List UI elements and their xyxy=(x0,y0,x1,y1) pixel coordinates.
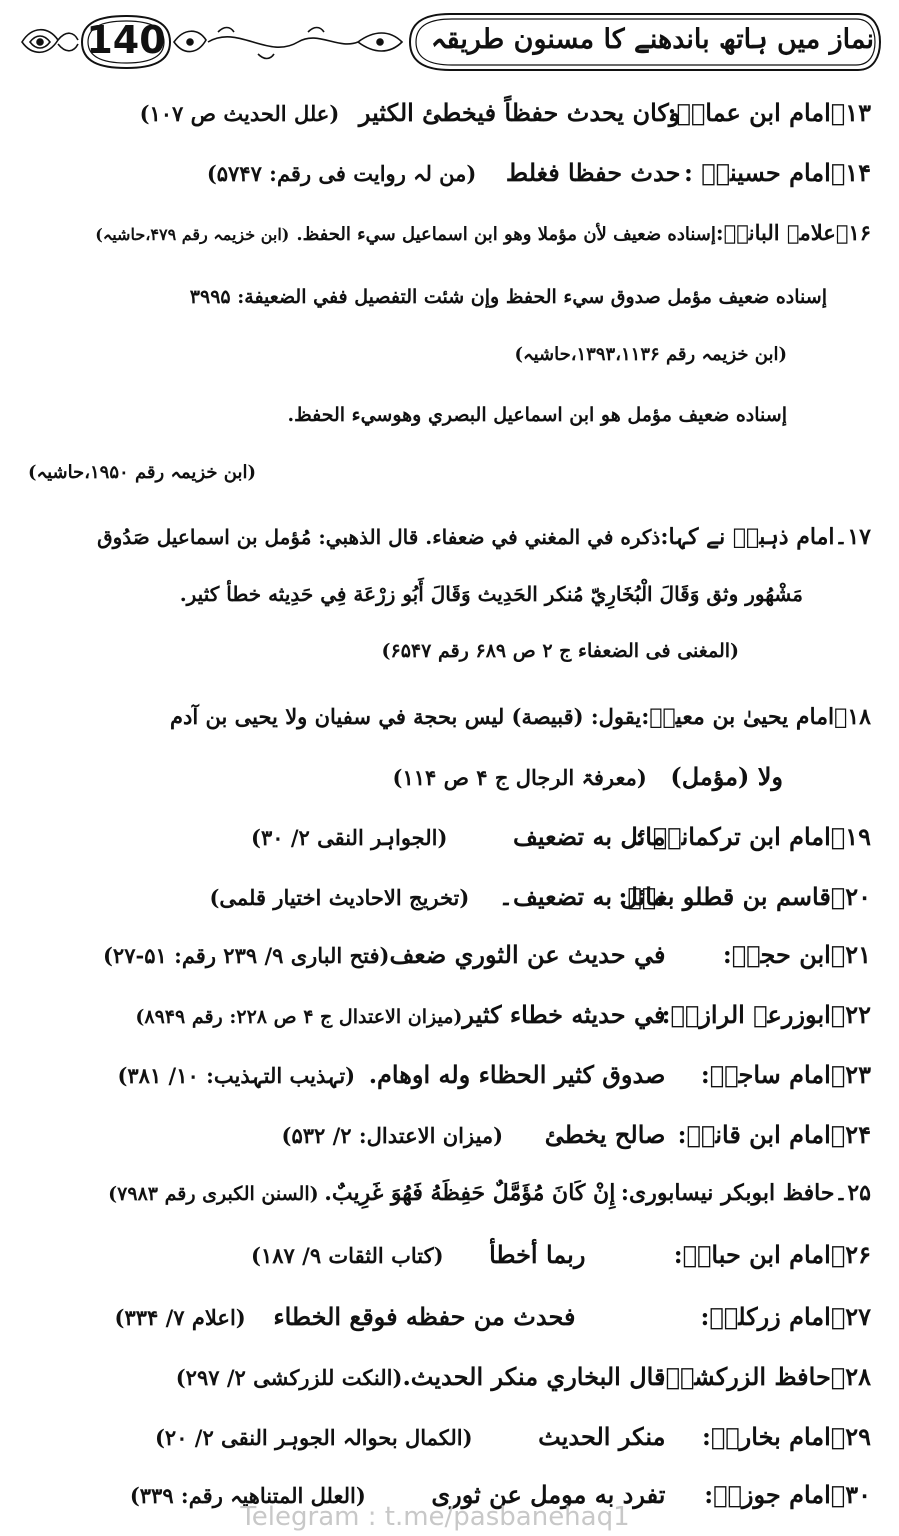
telegram-watermark: Telegram : t.me/pasbanehaq1 xyxy=(240,1502,630,1532)
entry-ref: (النکت للزرکشی ۲/ ۲۹۷) xyxy=(175,1365,403,1390)
entry-text: صالح يخطئ xyxy=(544,1120,666,1149)
entry-ref: (السنن الکبری رقم ۷۹۸۳) xyxy=(108,1183,319,1205)
entry-text: تفرد به مومل عن ثوری xyxy=(431,1480,666,1509)
entry-22 xyxy=(135,1000,871,1029)
entry-16-ref-2 xyxy=(28,462,256,483)
entry-label: ۱۴۔امام حسینیؒ : xyxy=(684,158,871,187)
entry-label: ۲۲۔ابوزرعہ الرازیؒ: xyxy=(661,1000,871,1029)
entry-text: إسناده ضعيف لأن مؤملا وهو ابن اسماعيل سيء الحفظ. xyxy=(296,224,716,245)
entry-label: ۲۸۔حافظ الزرکشیؒ: xyxy=(656,1362,871,1391)
entry-ref: (تخریج الاحادیث اختیار قلمی) xyxy=(209,885,470,910)
entry-ref: (تہذیب التہذیب: ۱۰/ ۳۸۱) xyxy=(117,1063,356,1088)
entry-text: في حديث عن الثوري ضعف xyxy=(389,940,666,969)
entry-text: قال البخاري منكر الحديث. xyxy=(402,1362,666,1391)
entry-label: ۲۷۔امام زرکلیؒ: xyxy=(700,1302,871,1331)
entry-14 xyxy=(207,158,871,187)
entry-text: ربما أخطأ xyxy=(489,1240,586,1269)
entry-ref: (ابن خزیمہ رقم ۱۹۵۰،حاشیہ) xyxy=(28,462,256,483)
entry-18 xyxy=(170,704,871,730)
entry-16-ref-1 xyxy=(515,344,787,365)
entry-28 xyxy=(176,1362,871,1391)
entry-text: منكر الحديث xyxy=(538,1422,666,1451)
entry-text: في حديثه خطاء كثير xyxy=(462,1000,666,1029)
entry-ref: (کتاب الثقات ۹/ ۱۸۷) xyxy=(251,1243,444,1268)
entry-23 xyxy=(117,1060,871,1089)
entry-ref: (العلل المتناھیہ رقم: ۳۳۹) xyxy=(129,1483,366,1508)
entry-label: ۲۴۔امام ابن قانعؒ: xyxy=(677,1120,871,1149)
entry-25 xyxy=(108,1180,871,1206)
entry-text: ولا (مؤمل) xyxy=(670,762,783,791)
entry-text: صدوق كثير الحظاء وله اوهام. xyxy=(368,1060,666,1089)
entry-text: مائل به تضعيف۔ xyxy=(498,882,666,911)
entry-13 xyxy=(140,98,871,127)
entry-label: ۱۶۔علامہ البانیؒ: xyxy=(715,220,871,245)
entry-ref: (ابن خزیمہ رقم ۱۳۹۳،۱۱۳۶،حاشیہ) xyxy=(514,344,787,365)
entry-label: ۳۰۔امام جوزیؒ: xyxy=(704,1480,871,1509)
entry-label: ۲۱۔ابن حجرؒ: xyxy=(722,940,871,969)
entry-ref: (ابن خزیمہ رقم ۴۷۹،حاشیہ) xyxy=(95,225,290,244)
entry-text: حدث حفظا فغلط xyxy=(505,158,681,187)
entry-16 xyxy=(95,220,871,245)
entry-20 xyxy=(209,882,871,911)
entry-label: ۲۹۔امام بخاریؒ: xyxy=(702,1422,871,1451)
entry-24 xyxy=(282,1120,871,1149)
entry-text: ذكره في المغني في ضعفاء. قال الذهبي: مُؤمل بن اسماعيل صَدُوق xyxy=(97,525,661,549)
entry-17-ref xyxy=(382,640,739,662)
entry-ref: (الجواہر النقی ۲/ ۳۰) xyxy=(251,825,448,850)
entry-19 xyxy=(251,822,871,851)
entry-21 xyxy=(103,940,871,969)
entry-16-cont-1 xyxy=(190,286,827,308)
entry-text: مَشْهُور وثق وَقَالَ الْبُخَارِيّ مُنكر الحَدِيث وَقَالَ أَبُو زرْعَة فِي حَدِيثه خطأ كثير. xyxy=(179,582,803,606)
entry-ref: (میزان الاعتدال ج ۴ ص ۲۲۸: رقم ۸۹۴۹) xyxy=(135,1006,463,1028)
entry-text: يقول: (قبيصة) ليس بحجة في سفيان ولا يحيى بن آدم xyxy=(170,704,642,729)
entry-ref: (فتح الباری ۹/ ۲۳۹ رقم: ۵۱-۲۷) xyxy=(102,943,390,968)
entry-label: ۲۵۔حافظ ابوبکر نیسابوری: xyxy=(620,1180,871,1206)
entry-ref: (میزان الاعتدال: ۲/ ۵۳۲) xyxy=(281,1123,504,1148)
entry-label: ۲۶۔امام ابن حبانؒ: xyxy=(673,1240,871,1269)
entry-16-cont-2 xyxy=(287,404,787,426)
entry-text: فحدث من حفظه فوقع الخطاء xyxy=(273,1302,576,1331)
entry-text: مائل به تضعيف xyxy=(512,822,666,851)
entry-ref: (معرفۃ الرجال ج ۴ ص ۱۱۴) xyxy=(392,765,647,790)
entry-18-cont xyxy=(393,762,784,791)
entry-text: إسناده ضعيف مؤمل صدوق سيء الحفظ وإن شئت التفصيل ففي الضعيفة: ۳۹۹۵ xyxy=(189,286,827,308)
page-title: نماز میں ہاتھ باندھنے کا مسنون طریقہ xyxy=(430,24,874,55)
entry-label: ۲۳۔امام ساجیؒ: xyxy=(700,1060,871,1089)
entry-label: ۲۰۔قاسم بن قطلو بغاؒ: xyxy=(618,882,871,911)
entry-29 xyxy=(155,1422,871,1451)
entry-26 xyxy=(251,1240,871,1269)
entry-label: ۱۳۔امام ابن عمارؒ: xyxy=(667,98,871,127)
entry-ref: (من لہ روایت فی رقم: ۵۷۴۷) xyxy=(206,161,477,186)
entry-17-cont xyxy=(180,582,803,606)
entry-label: ۱۹۔امام ابن ترکمانیؒ : xyxy=(635,822,871,851)
entry-27 xyxy=(115,1302,871,1331)
entry-text: إِنْ كَانَ مُؤَمَّلٌ حَفِظَهُ فَهُوَ غَرِيبٌ. xyxy=(324,1180,616,1206)
entry-ref: (اعلام ۷/ ۳۳۴) xyxy=(114,1305,246,1330)
page-number: 140 xyxy=(86,18,166,62)
entry-label: ۱۸۔امام یحییٰ بن معینؒ: xyxy=(641,704,871,730)
entry-label: ۱۷۔امام ذہبیؒ نے کہا: xyxy=(660,524,871,550)
entry-17 xyxy=(97,524,871,550)
entry-text: وکان یحدث حفظاً فیخطئ الکثیر xyxy=(358,98,681,127)
entry-text: إسناده ضعيف مؤمل هو ابن اسماعيل البصري وهوسيء الحفظ. xyxy=(287,404,787,426)
entry-ref: (المغنی فی الضعفاء ج ۲ ص ۶۸۹ رقم ۶۵۴۷) xyxy=(381,640,739,662)
entry-ref: (الکمال بحوالہ الجوہر النقی ۲/ ۲۰) xyxy=(154,1425,473,1450)
entry-ref: (علل الحدیث ص ۱۰۷) xyxy=(139,101,340,126)
